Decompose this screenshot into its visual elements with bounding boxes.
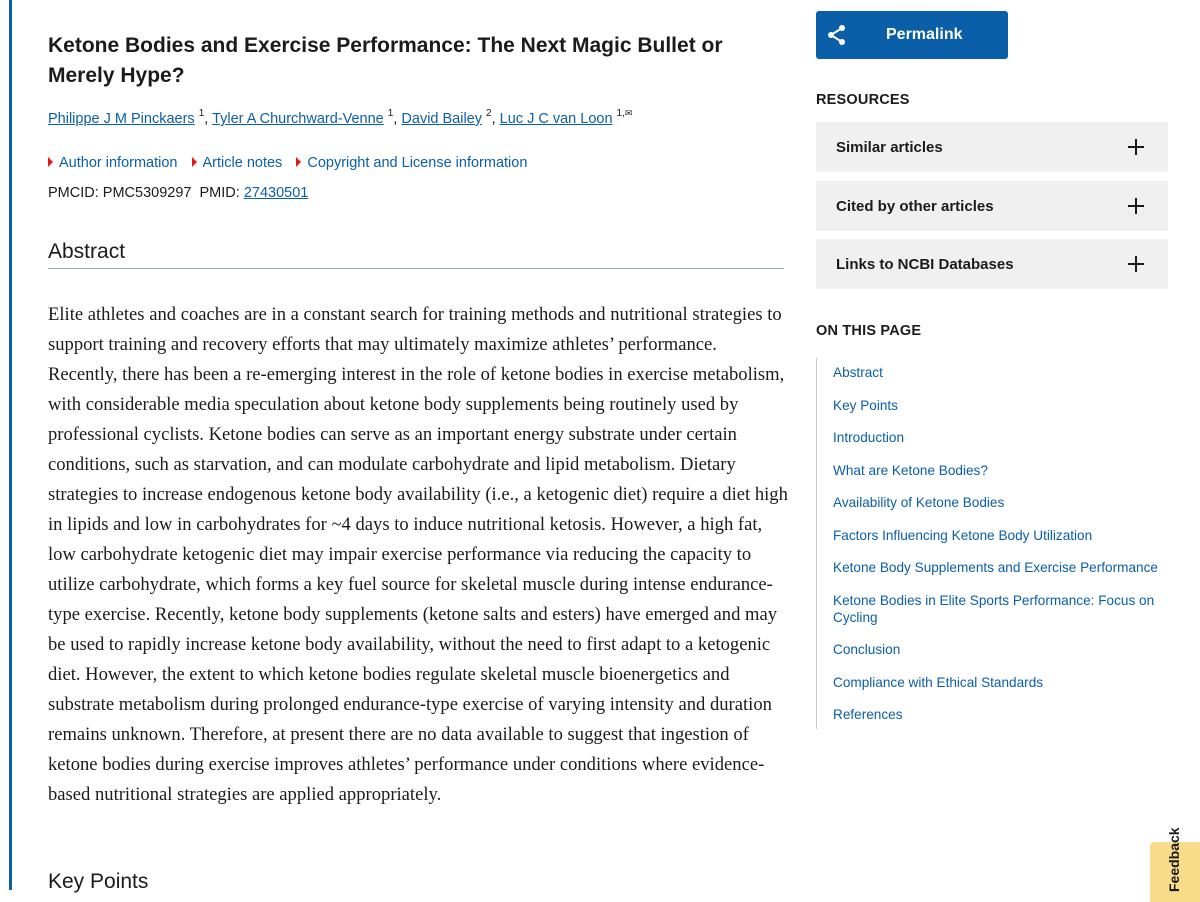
- toc-item-supplements[interactable]: Ketone Body Supplements and Exercise Performance: [833, 560, 1158, 575]
- resources-label: RESOURCES: [816, 92, 910, 108]
- abstract-text: Elite athletes and coaches are in a constant search for training methods and nutritional strategies to support training and recovery efforts that may ultimately maximize athletes’ performance. Recently, there has been a re-emerging interest in the role of ketone bodies in exercise metabolism, with considerable media speculation about ketone body supplements being routinely used by professional cyclists. Ketone bodies can serve as an important energy substrate under certain conditions, such as starvation, and can modulate carbohydrate and lipid metabolism. Dietary strategies to increase endogenous ketone body availability (i.e., a ketogenic diet) require a diet high in lipids and low in carbohydrates for ~4 days to induce nutritional ketosis. However, a high fat, low carbohydrate ketogenic diet may impair exercise performance via reducing the capacity to utilize carbohydrate, which forms a key fuel source for skeletal muscle during intense endurance-type exercise. Recently, ketone body supplements (ketone salts and esters) have emerged and may be used to rapidly increase ketone body availability, without the need to first adapt to a ketogenic diet. However, the extent to which ketone bodies regulate skeletal muscle bioenergetics and substrate metabolism during prolonged endurance-type exercise of varying intensity and duration remains unknown. Therefore, at present there are no data available to suggest that ingestion of ketone bodies during exercise improves athletes’ performance under conditions where evidence-based nutritional strategies are applied appropriately.: [48, 304, 788, 805]
- article-title: Ketone Bodies and Exercise Performance: The Next Magic Bullet or Merely Hype?: [48, 34, 723, 87]
- toc-item-what-are-ketone-bodies[interactable]: What are Ketone Bodies?: [833, 462, 988, 478]
- toc-item-abstract[interactable]: Abstract: [833, 365, 883, 380]
- author-information-toggle[interactable]: Author information: [48, 155, 177, 171]
- ncbi-databases-accordion[interactable]: Links to NCBI Databases: [816, 239, 1168, 289]
- toc-item-elite-sports[interactable]: Ketone Bodies in Elite Sports Performance: Focus on Cycling: [833, 592, 1155, 625]
- toc-item-conclusion[interactable]: Conclusion: [833, 642, 901, 657]
- left-accent-bar: [9, 0, 12, 890]
- triangle-right-icon: [296, 157, 301, 167]
- feedback-button[interactable]: Feedback: [1150, 842, 1200, 902]
- copyright-license-toggle[interactable]: Copyright and License information: [296, 155, 527, 171]
- permalink-button[interactable]: Permalink: [816, 11, 1008, 59]
- toc-item-key-points[interactable]: Key Points: [833, 397, 898, 413]
- toc-item-factors[interactable]: Factors Influencing Ketone Body Utilization: [833, 527, 1093, 543]
- author-list: Philippe J M Pinckaers $^1$, Tyler A Churchward-Venne $^1$, David Bailey $^2$, Luc J C van Loon $^{1,✉}$: [48, 108, 633, 127]
- plus-icon: [1128, 198, 1144, 214]
- plus-icon: [1128, 139, 1144, 155]
- share-icon: [826, 24, 848, 46]
- table-of-contents: [816, 358, 1163, 729]
- mail-icon[interactable]: ✉: [624, 108, 633, 118]
- author-link[interactable]: Luc J C van Loon: [499, 110, 613, 127]
- abstract-heading: Abstract: [48, 240, 784, 269]
- similar-articles-accordion[interactable]: Similar articles: [816, 122, 1168, 172]
- on-this-page-label: ON THIS PAGE: [816, 323, 922, 339]
- cited-by-accordion[interactable]: Cited by other articles: [816, 181, 1168, 231]
- affiliation-marker: 1: [198, 108, 205, 119]
- pmid-link[interactable]: 27430501: [243, 185, 309, 201]
- plus-icon: [1128, 256, 1144, 272]
- toc-item-compliance[interactable]: Compliance with Ethical Standards: [833, 674, 1044, 690]
- toc-item-availability[interactable]: Availability of Ketone Bodies: [833, 495, 1005, 510]
- triangle-right-icon: [48, 157, 53, 167]
- affiliation-marker: 2: [486, 108, 492, 119]
- author-link[interactable]: David Bailey: [401, 110, 482, 127]
- article-meta-links: [48, 155, 537, 171]
- article-ids: PMCID: PMC5309297 PMID: 27430501: [48, 185, 309, 201]
- affiliation-marker: 1: [387, 108, 394, 119]
- pmcid-value: PMC5309297: [102, 185, 192, 201]
- toc-item-references[interactable]: References: [833, 707, 903, 722]
- affiliation-marker: 1,✉: [616, 108, 633, 119]
- author-link[interactable]: Tyler A Churchward-Venne: [212, 110, 384, 127]
- key-points-heading: Key Points: [48, 870, 149, 893]
- toc-item-introduction[interactable]: Introduction: [833, 430, 905, 445]
- author-link[interactable]: Philippe J M Pinckaers: [48, 110, 195, 127]
- triangle-right-icon: [192, 157, 197, 167]
- article-notes-toggle[interactable]: Article notes: [192, 155, 283, 171]
